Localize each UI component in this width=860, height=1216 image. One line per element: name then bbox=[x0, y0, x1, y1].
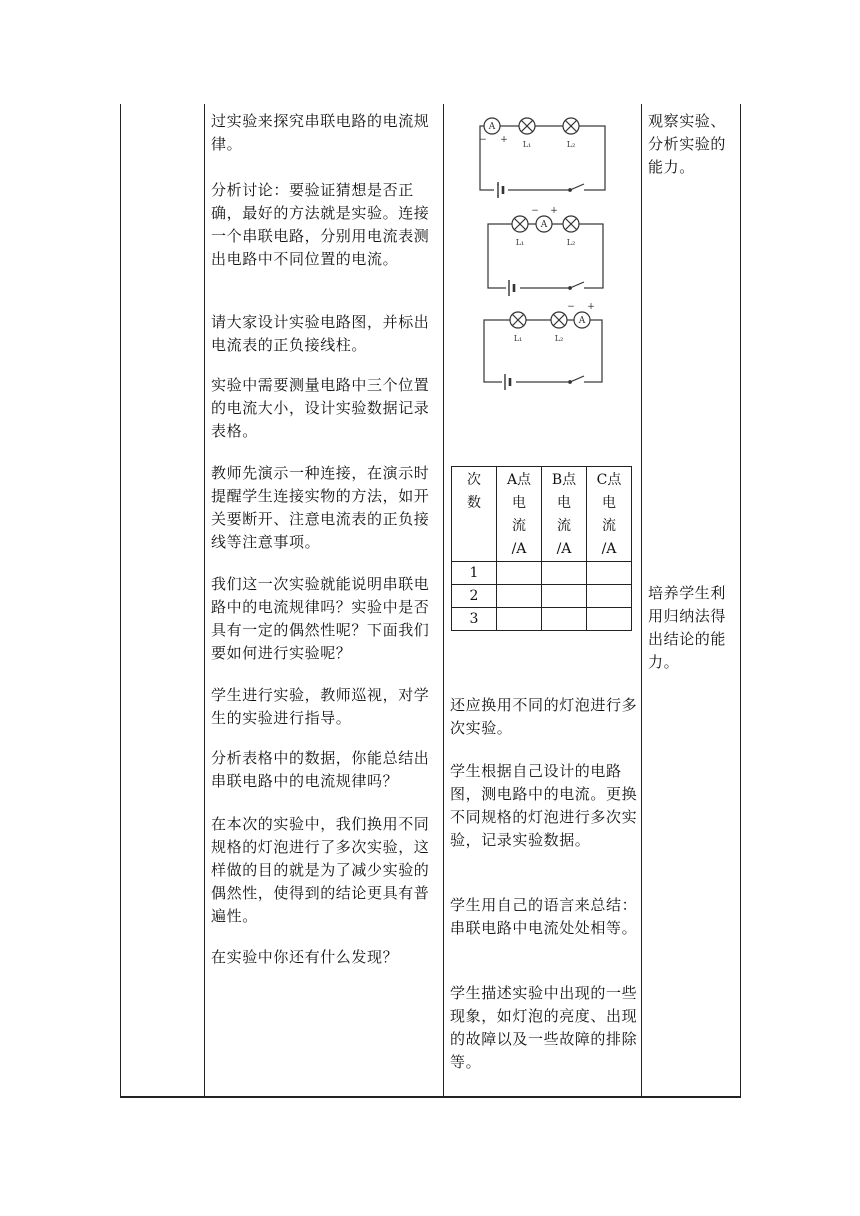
intent-text-1: 观察实验、分析实验的能力。 bbox=[648, 112, 727, 176]
header-point-a: A点 电 流 /A bbox=[497, 467, 542, 562]
teacher-text-8: 分析表格中的数据，你能总结出串联电路中的电流规律吗？ bbox=[211, 749, 430, 790]
svg-text:−: − bbox=[531, 206, 539, 216]
svg-text:L₁: L₁ bbox=[515, 238, 525, 247]
table-border-left bbox=[120, 104, 121, 1098]
student-text-2: 学生根据自己设计的电路图，测电路中的电流。更换不同规格的灯泡进行多次实验，记录实验数据。 bbox=[450, 762, 638, 849]
student-text-1: 还应换用不同的灯泡进行多次实验。 bbox=[450, 696, 638, 737]
table-border-bottom bbox=[120, 1096, 741, 1098]
teacher-text-7: 学生进行实验，教师巡视，对学生的实验进行指导。 bbox=[211, 686, 430, 727]
svg-text:L₁: L₁ bbox=[513, 334, 523, 343]
svg-text:+: + bbox=[550, 206, 558, 216]
header-point-c: C点 电 流 /A bbox=[587, 467, 632, 562]
column-divider-2 bbox=[443, 104, 444, 1098]
teacher-text-5: 教师先演示一种连接，在演示时提醒学生连接实物的方法，如开关要断开、注意电流表的正负接线等注意事项。 bbox=[211, 464, 430, 551]
header-trial: 次 数 bbox=[452, 467, 497, 562]
table-row: 3 bbox=[452, 608, 632, 631]
column-divider-1 bbox=[204, 104, 205, 1098]
student-text-3: 学生用自己的语言来总结：串联电路中电流处处相等。 bbox=[450, 896, 638, 937]
table-row: 1 bbox=[452, 562, 632, 585]
teacher-text-3: 请大家设计实验电路图，并标出电流表的正负接线柱。 bbox=[211, 313, 430, 354]
header-point-b: B点 电 流 /A bbox=[542, 467, 587, 562]
svg-text:+: + bbox=[500, 135, 508, 145]
teacher-text-4: 实验中需要测量电路中三个位置的电流大小，设计实验数据记录表格。 bbox=[211, 376, 430, 440]
ammeter-1-label: A bbox=[488, 122, 496, 132]
svg-text:L₂: L₂ bbox=[566, 140, 576, 149]
column-divider-3 bbox=[641, 104, 642, 1098]
svg-text:L₁: L₁ bbox=[522, 140, 532, 149]
teacher-text-10: 在实验中你还有什么发现？ bbox=[211, 948, 399, 966]
svg-text:−: − bbox=[567, 302, 575, 312]
svg-text:−: − bbox=[479, 135, 487, 145]
ammeter-2-label: A bbox=[540, 220, 548, 230]
table-row: 2 bbox=[452, 585, 632, 608]
data-record-table bbox=[451, 466, 632, 631]
svg-text:L₂: L₂ bbox=[566, 238, 576, 247]
svg-text:+: + bbox=[587, 302, 595, 312]
student-text-4: 学生描述实验中出现的一些现象，如灯泡的亮度、出现的故障以及一些故障的排除等。 bbox=[450, 984, 638, 1071]
table-border-right bbox=[740, 104, 741, 1098]
ammeter-3-label: A bbox=[578, 316, 586, 326]
circuit-diagrams bbox=[470, 106, 640, 396]
teacher-text-2: 分析讨论：要验证猜想是否正确，最好的方法就是实验。连接一个串联电路，分别用电流表测出电路中不同位置的电流。 bbox=[211, 181, 430, 268]
table-header-row bbox=[452, 467, 632, 562]
teacher-text-9: 在本次的实验中，我们换用不同规格的灯泡进行了多次实验，这样做的目的就是为了减少实验的偶然性，使得到的结论更具有普遍性。 bbox=[211, 815, 430, 925]
teacher-text-1: 过实验来探究串联电路的电流规律。 bbox=[211, 112, 430, 153]
teacher-text-6: 我们这一次实验就能说明串联电路中的电流规律吗？实验中是否具有一定的偶然性呢？下面我们要如何进行实验呢？ bbox=[211, 575, 430, 662]
intent-text-2: 培养学生利用归纳法得出结论的能力。 bbox=[648, 584, 727, 671]
svg-text:L₂: L₂ bbox=[554, 334, 564, 343]
